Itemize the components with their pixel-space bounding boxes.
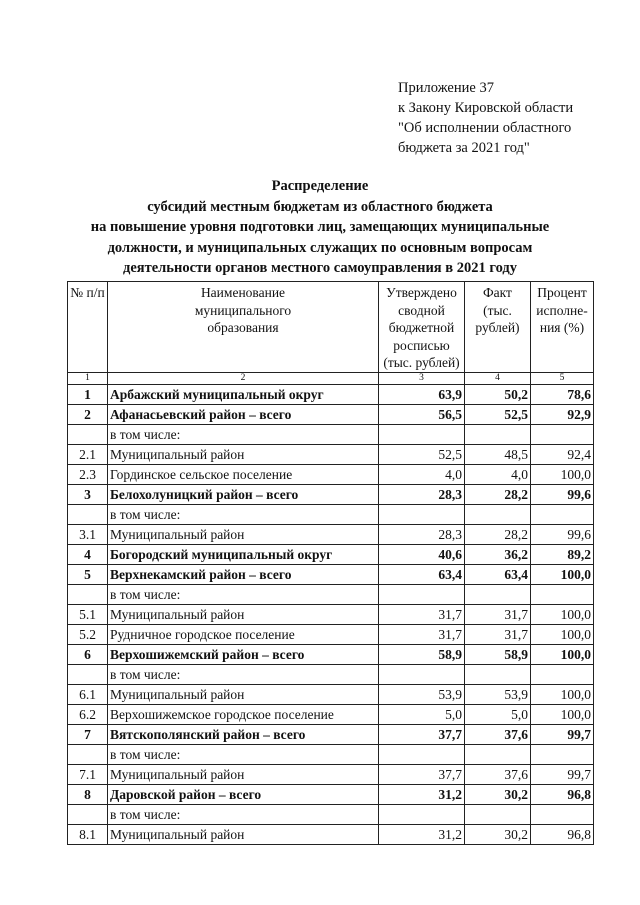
row-percent-cell: 100,0 <box>531 624 594 644</box>
row-name-cell: в том числе: <box>108 744 379 764</box>
row-fact-cell: 30,2 <box>465 824 531 844</box>
row-percent-cell: 96,8 <box>531 784 594 804</box>
row-fact-cell: 53,9 <box>465 684 531 704</box>
row-name-cell: Белохолуницкий район – всего <box>108 484 379 504</box>
row-approved-cell: 63,9 <box>379 384 465 404</box>
header-fact: Факт (тыс. рублей) <box>465 282 531 373</box>
row-fact-cell: 30,2 <box>465 784 531 804</box>
row-approved-cell: 63,4 <box>379 564 465 584</box>
row-number-cell: 3.1 <box>68 524 108 544</box>
table-row <box>68 604 594 624</box>
row-percent-cell: 99,7 <box>531 724 594 744</box>
row-approved-cell: 28,3 <box>379 524 465 544</box>
appendix-line: к Закону Кировской области <box>398 100 574 116</box>
table-row <box>68 644 594 664</box>
row-number-cell <box>68 744 108 764</box>
row-percent-cell: 89,2 <box>531 544 594 564</box>
row-name-cell: Муниципальный район <box>108 764 379 784</box>
row-approved-cell <box>379 664 465 684</box>
title-line: Распределение <box>271 178 369 194</box>
row-percent-cell: 100,0 <box>531 644 594 664</box>
row-fact-cell: 28,2 <box>465 524 531 544</box>
title-line: должности, и муниципальных служащих по основным вопросам <box>107 239 533 256</box>
row-fact-cell <box>465 424 531 444</box>
table-row <box>68 784 594 804</box>
row-percent-cell <box>531 804 594 824</box>
row-number-cell: 7.1 <box>68 764 108 784</box>
table-row <box>68 744 594 764</box>
row-fact-cell <box>465 664 531 684</box>
row-number-cell: 5 <box>68 564 108 584</box>
row-number-cell: 2.1 <box>68 444 108 464</box>
row-fact-cell: 31,7 <box>465 624 531 644</box>
row-approved-cell <box>379 804 465 824</box>
budget-table <box>67 281 594 845</box>
row-name-cell: в том числе: <box>108 664 379 684</box>
row-fact-cell: 28,2 <box>465 484 531 504</box>
row-number-cell: 6.1 <box>68 684 108 704</box>
row-approved-cell: 37,7 <box>379 724 465 744</box>
appendix-header <box>398 78 573 158</box>
row-fact-cell <box>465 504 531 524</box>
row-percent-cell <box>531 424 594 444</box>
row-name-cell: Богородский муниципальный округ <box>108 544 379 564</box>
row-fact-cell: 4,0 <box>465 464 531 484</box>
row-name-cell: Рудничное городское поселение <box>108 624 379 644</box>
row-name-cell: Арбажский муниципальный округ <box>108 384 379 404</box>
row-number-cell: 8 <box>68 784 108 804</box>
title-line: деятельности органов местного самоуправления в 2021 году <box>123 260 517 276</box>
row-number-cell: 6.2 <box>68 704 108 724</box>
row-approved-cell: 31,2 <box>379 824 465 844</box>
table-header-row <box>68 282 594 373</box>
row-approved-cell: 31,2 <box>379 784 465 804</box>
table-row <box>68 544 594 564</box>
row-name-cell: Гординское сельское поселение <box>108 464 379 484</box>
table-row <box>68 444 594 464</box>
row-fact-cell <box>465 584 531 604</box>
table-row <box>68 384 594 404</box>
row-name-cell: Муниципальный район <box>108 524 379 544</box>
column-number: 4 <box>465 372 531 384</box>
row-approved-cell: 53,9 <box>379 684 465 704</box>
row-percent-cell: 99,6 <box>531 524 594 544</box>
row-number-cell: 1 <box>68 384 108 404</box>
row-percent-cell: 99,7 <box>531 764 594 784</box>
table-row <box>68 504 594 524</box>
table-row <box>68 664 594 684</box>
row-name-cell: Муниципальный район <box>108 684 379 704</box>
table-row <box>68 564 594 584</box>
table-row <box>68 484 594 504</box>
row-fact-cell: 31,7 <box>465 604 531 624</box>
table-row <box>68 584 594 604</box>
column-number: 2 <box>108 372 379 384</box>
table-row <box>68 804 594 824</box>
table-row <box>68 404 594 424</box>
row-name-cell: Афанасьевский район – всего <box>108 404 379 424</box>
table-row <box>68 764 594 784</box>
row-number-cell: 8.1 <box>68 824 108 844</box>
row-fact-cell <box>465 804 531 824</box>
table-body <box>68 384 594 844</box>
row-approved-cell: 40,6 <box>379 544 465 564</box>
appendix-line: "Об исполнении областного <box>398 120 572 136</box>
table-row <box>68 704 594 724</box>
row-percent-cell: 100,0 <box>531 604 594 624</box>
row-name-cell: Верхнекамский район – всего <box>108 564 379 584</box>
row-percent-cell: 100,0 <box>531 464 594 484</box>
table-row <box>68 684 594 704</box>
header-percent: Процент исполне-ния (%) <box>531 282 594 373</box>
row-approved-cell: 37,7 <box>379 764 465 784</box>
header-name: Наименование муниципального образования <box>108 282 379 373</box>
row-number-cell <box>68 664 108 684</box>
row-fact-cell: 58,9 <box>465 644 531 664</box>
row-fact-cell: 37,6 <box>465 764 531 784</box>
row-percent-cell <box>531 664 594 684</box>
row-approved-cell: 28,3 <box>379 484 465 504</box>
header-num: № п/п <box>68 282 108 373</box>
row-number-cell <box>68 504 108 524</box>
row-approved-cell: 56,5 <box>379 404 465 424</box>
row-number-cell: 3 <box>68 484 108 504</box>
row-approved-cell: 5,0 <box>379 704 465 724</box>
row-fact-cell: 63,4 <box>465 564 531 584</box>
row-name-cell: Вятскополянский район – всего <box>108 724 379 744</box>
row-approved-cell <box>379 504 465 524</box>
row-percent-cell: 100,0 <box>531 564 594 584</box>
row-fact-cell <box>465 744 531 764</box>
row-name-cell: Верхошижемское городское поселение <box>108 704 379 724</box>
row-percent-cell: 100,0 <box>531 704 594 724</box>
row-number-cell <box>68 584 108 604</box>
header-approved: Утверждено сводной бюджетной росписью (тыс. рублей) <box>379 282 465 373</box>
table-row <box>68 424 594 444</box>
row-approved-cell: 31,7 <box>379 604 465 624</box>
row-number-cell: 2 <box>68 404 108 424</box>
row-percent-cell <box>531 744 594 764</box>
row-percent-cell: 99,6 <box>531 484 594 504</box>
row-fact-cell: 48,5 <box>465 444 531 464</box>
row-approved-cell: 52,5 <box>379 444 465 464</box>
row-percent-cell: 96,8 <box>531 824 594 844</box>
row-percent-cell <box>531 584 594 604</box>
column-number: 1 <box>68 372 108 384</box>
row-number-cell: 7 <box>68 724 108 744</box>
row-number-cell <box>68 424 108 444</box>
table-row <box>68 624 594 644</box>
table-row <box>68 724 594 744</box>
row-number-cell: 5.1 <box>68 604 108 624</box>
row-approved-cell: 58,9 <box>379 644 465 664</box>
row-number-cell: 6 <box>68 644 108 664</box>
row-name-cell: Муниципальный район <box>108 604 379 624</box>
row-approved-cell: 4,0 <box>379 464 465 484</box>
column-number: 5 <box>531 372 594 384</box>
row-percent-cell: 100,0 <box>531 684 594 704</box>
row-fact-cell: 37,6 <box>465 724 531 744</box>
row-fact-cell: 52,5 <box>465 404 531 424</box>
row-number-cell: 5.2 <box>68 624 108 644</box>
column-number-row <box>68 372 594 384</box>
row-fact-cell: 36,2 <box>465 544 531 564</box>
row-number-cell: 4 <box>68 544 108 564</box>
row-percent-cell: 78,6 <box>531 384 594 404</box>
row-number-cell: 2.3 <box>68 464 108 484</box>
row-name-cell: в том числе: <box>108 504 379 524</box>
row-name-cell: Верхошижемский район – всего <box>108 644 379 664</box>
row-percent-cell <box>531 504 594 524</box>
title-line: на повышение уровня подготовки лиц, замещающих муниципальные <box>90 219 550 235</box>
appendix-line: Приложение 37 <box>398 80 494 96</box>
row-approved-cell <box>379 424 465 444</box>
row-name-cell: Муниципальный район <box>108 824 379 844</box>
row-name-cell: в том числе: <box>108 424 379 444</box>
row-fact-cell: 5,0 <box>465 704 531 724</box>
row-approved-cell <box>379 584 465 604</box>
row-percent-cell: 92,4 <box>531 444 594 464</box>
row-name-cell: Муниципальный район <box>108 444 379 464</box>
table-row <box>68 824 594 844</box>
row-approved-cell: 31,7 <box>379 624 465 644</box>
row-approved-cell <box>379 744 465 764</box>
row-name-cell: в том числе: <box>108 804 379 824</box>
row-percent-cell: 92,9 <box>531 404 594 424</box>
column-number: 3 <box>379 372 465 384</box>
row-number-cell <box>68 804 108 824</box>
title-line: субсидий местным бюджетам из областного бюджета <box>147 198 493 215</box>
appendix-line: бюджета за 2021 год" <box>398 140 530 156</box>
row-fact-cell: 50,2 <box>465 384 531 404</box>
table-row <box>68 464 594 484</box>
row-name-cell: в том числе: <box>108 584 379 604</box>
document-title <box>0 176 640 279</box>
table-row <box>68 524 594 544</box>
row-name-cell: Даровской район – всего <box>108 784 379 804</box>
